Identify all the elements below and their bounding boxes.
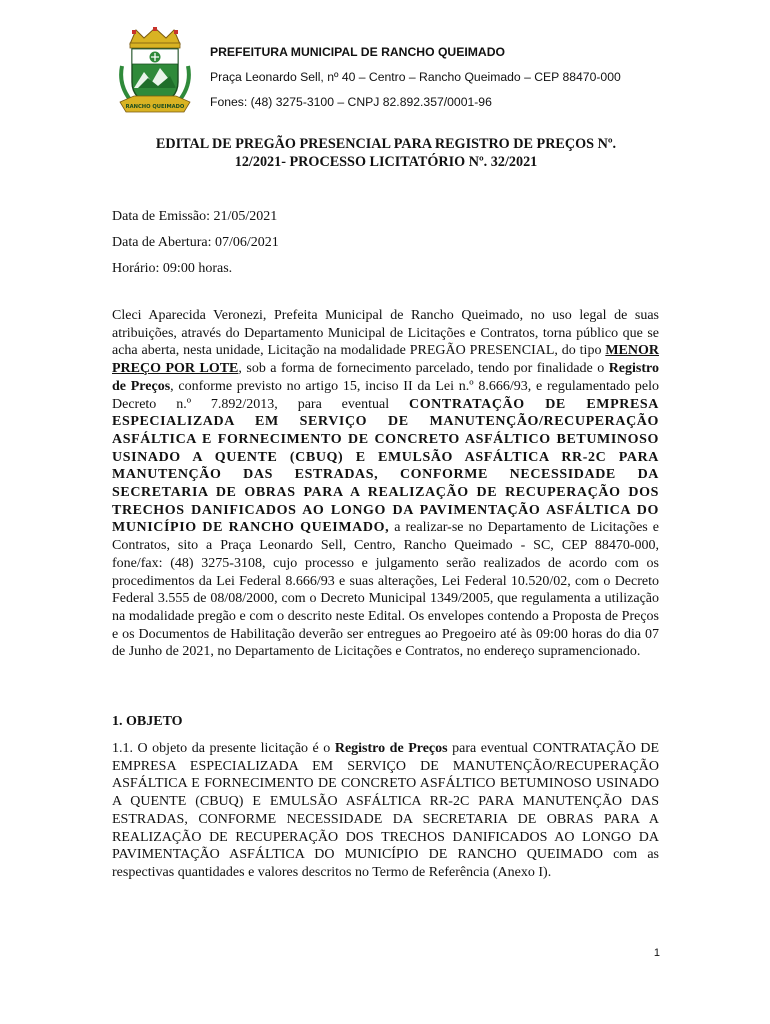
dates-block xyxy=(112,204,660,282)
intro-object-caps: CONTRATAÇÃO DE EMPRESA ESPECIALIZADA EM SERVIÇO DE MANUTENÇÃO/RECUPERAÇÃO ASFÁLTICA E FORNECIMENTO DE CONCRETO ASFÁLTICO BETUMINOSO USINADO A QUENTE (CBUQ) E EMULSÃO ASFÁLTICA RR-2C PARA MANUTENÇÃO DAS ESTRADAS, CONFORME NECESSIDADE DA SECRETARIA DE OBRAS PARA A REALIZAÇÃO DE RECUPERAÇÃO DOS TRECHOS DANIFICADOS AO LONGO DA PAVIMENTAÇÃO ASFÁLTICA DO MUNICÍPIO DE RANCHO QUEIMADO, xyxy=(112,396,660,536)
section-1-registro: Registro de Preços xyxy=(334,741,448,756)
page-number: 1 xyxy=(653,947,660,959)
section-1-title: 1. OBJETO xyxy=(112,714,183,729)
intro-type-bid: MENOR PREÇO POR LOTE xyxy=(112,343,659,377)
opening-time: Horário: 09:00 horas. xyxy=(112,261,233,276)
section-1-text-1: 1.1. O objeto da presente licitação é o xyxy=(112,741,335,756)
municipal-crest-icon xyxy=(118,26,192,116)
letterhead xyxy=(112,26,672,118)
intro-text-1: Cleci Aparecida Veronezi, Prefeita Municipal de Rancho Queimado, no uso legal de suas atribuições, através do Departamento Municipal de Licitações e Contratos, torna público que se acha aberta, nesta unidade, Licitação na modalidade PREGÃO PRESENCIAL, do tipo xyxy=(112,308,659,359)
org-phones: Fones: (48) 3275-3100 – CNPJ 82.892.357/0001-96 xyxy=(210,95,492,109)
emission-date: Data de Emissão: 21/05/2021 xyxy=(112,209,278,224)
intro-text-3: , sob a forma de fornecimento parcelado, tendo por finalidade o xyxy=(238,361,609,377)
intro-paragraph xyxy=(112,307,659,661)
org-name: PREFEITURA MUNICIPAL DE RANCHO QUEIMADO xyxy=(210,45,505,59)
intro-text-5: , conforme previsto no artigo 15, inciso II da Lei n.º 8.666/93, e regulamentado pelo Decreto n.º 7.892/2013, para eventual xyxy=(112,378,659,412)
title-line-2: 12/2021- PROCESSO LICITATÓRIO Nº. 32/2021 xyxy=(234,154,538,170)
section-1-text-3: para eventual CONTRATAÇÃO DE EMPRESA ESPECIALIZADA EM SERVIÇO DE MANUTENÇÃO/RECUPERAÇÃO ASFÁLTICA E FORNECIMENTO DE CONCRETO ASFÁLTICO BETUMINOSO USINADO A QUENTE (CBUQ) E EMULSÃO ASFÁLTICA RR-2C PARA MANUTENÇÃO DAS ESTRADAS, CONFORME NECESSIDADE DA SECRETARIA DE OBRAS PARA A REALIZAÇÃO DE RECUPERAÇÃO DOS TRECHOS DANIFICADOS AO LONGO DA PAVIMENTAÇÃO ASFÁLTICA DO MUNICÍPIO DE RANCHO QUEIMADO com as respectivas quantidades e valores descritos no Termo de Referência (Anexo I). xyxy=(112,741,659,880)
svg-text:RANCHO QUEIMADO: RANCHO QUEIMADO xyxy=(125,104,185,110)
title-line-1: EDITAL DE PREGÃO PRESENCIAL PARA REGISTRO DE PREÇOS Nº. xyxy=(155,136,617,152)
intro-registro: Registro de Preços xyxy=(112,361,659,394)
opening-date: Data de Abertura: 07/06/2021 xyxy=(112,235,279,250)
document-title xyxy=(112,135,660,171)
org-address: Praça Leonardo Sell, nº 40 – Centro – Rancho Queimado – CEP 88470-000 xyxy=(210,70,621,84)
intro-text-7: a realizar-se no Departamento de Licitações e Contratos, sito a Praça Leonardo Sell, Centro, Rancho Queimado - SC, CEP 88470-000, fone/fax: (48) 3275-3108, cujo processo e julgamento serão realizados de acordo com os procedimentos da Lei Federal 8.666/93 e suas alterações, Lei Federal 10.520/02, com o Decreto Federal 3.555 de 08/08/2000, com o Decreto Municipal 1349/2005, que regulamenta a utilização na modalidade pregão e com o descrito neste Edital. Os envelopes contendo a Proposta de Preços e os Documentos de Habilitação deverão ser entregues ao Pregoeiro até às 09:00 horas do dia 07 de Junho de 2021, no Departamento de Licitações e Contratos, no endereço supramencionado. xyxy=(112,520,659,660)
section-1-paragraph xyxy=(112,740,659,882)
